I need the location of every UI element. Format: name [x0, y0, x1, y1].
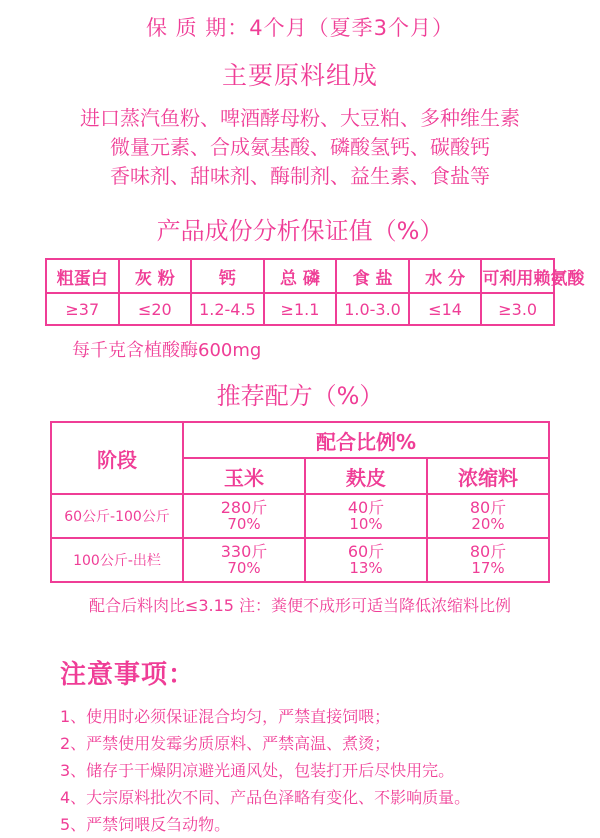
analysis-value-cell: ≤14 [409, 293, 482, 325]
formula-amount: 280斤 [220, 498, 268, 517]
ingredients-title: 主要原料组成 [221, 61, 378, 90]
formula-value-cell [183, 494, 305, 538]
ingredients-line: 香味剂、甜味剂、酶制剂、益生素、食盐等 [110, 164, 490, 188]
formula-value-cell [305, 538, 427, 582]
formula-stage-header: 阶段 [51, 422, 183, 494]
ingredients-line: 进口蒸汽鱼粉、啤酒酵母粉、大豆粕、多种维生素 [80, 106, 520, 130]
product-label-page [0, 12, 600, 834]
formula-value-cell [183, 538, 305, 582]
formula-amount: 80斤 [469, 498, 507, 517]
ingredients-line: 微量元素、合成氨基酸、磷酸氢钙、碳酸钙 [110, 135, 490, 159]
analysis-header-cell: 总 磷 [264, 259, 337, 293]
analysis-value-cell: ≤20 [119, 293, 192, 325]
ratio-note: 配合后料肉比≤3.15 注：粪便不成形可适当降低浓缩料比例 [88, 596, 512, 615]
formula-percent: 17% [471, 559, 505, 577]
analysis-value-cell: 1.2-4.5 [191, 293, 264, 325]
formula-table [50, 421, 550, 583]
analysis-header-cell: 粗蛋白 [46, 259, 119, 293]
analysis-title: 产品成份分析保证值（%） [156, 217, 444, 245]
analysis-header-cell: 钙 [191, 259, 264, 293]
formula-ratio-header: 配合比例% [183, 422, 549, 458]
analysis-value-cell: 1.0-3.0 [336, 293, 409, 325]
table-row [46, 259, 554, 293]
table-row [51, 494, 549, 538]
table-row [51, 538, 549, 582]
formula-amount: 60斤 [347, 542, 385, 561]
formula-stage-cell: 100公斤-出栏 [51, 538, 183, 582]
formula-value-cell [427, 538, 549, 582]
analysis-header-cell: 食 盐 [336, 259, 409, 293]
analysis-header-cell: 灰 粉 [119, 259, 192, 293]
notice-title: 注意事项： [60, 660, 196, 690]
analysis-header-cell: 水 分 [409, 259, 482, 293]
formula-column-header: 玉米 [183, 458, 305, 494]
shelf-life-text: 保 质 期：4个月（夏季3个月） [145, 16, 455, 40]
list-item: 5、严禁饲喂反刍动物。 [60, 815, 231, 834]
analysis-header-cell: 可利用赖氨酸 [481, 259, 554, 293]
formula-amount: 330斤 [220, 542, 268, 561]
table-row [46, 293, 554, 325]
formula-percent: 70% [227, 515, 261, 533]
formula-column-header: 浓缩料 [427, 458, 549, 494]
analysis-value-cell: ≥1.1 [264, 293, 337, 325]
analysis-value-cell: ≥3.0 [481, 293, 554, 325]
formula-stage-cell: 60公斤-100公斤 [51, 494, 183, 538]
formula-title: 推荐配方（%） [216, 382, 384, 410]
list-item: 4、大宗原料批次不同、产品色泽略有变化、不影响质量。 [60, 788, 471, 807]
formula-amount: 40斤 [347, 498, 385, 517]
list-item: 3、储存于干燥阴凉避光通风处，包装打开后尽快用完。 [60, 761, 455, 780]
analysis-table [45, 258, 585, 326]
formula-value-cell [305, 494, 427, 538]
formula-percent: 70% [227, 559, 261, 577]
formula-percent: 13% [349, 559, 383, 577]
table-row [51, 422, 549, 458]
formula-amount: 80斤 [469, 542, 507, 561]
formula-percent: 10% [349, 515, 383, 533]
notice-list [18, 703, 582, 838]
phytase-note: 每千克含植酸酶600mg [72, 340, 262, 361]
formula-value-cell [427, 494, 549, 538]
formula-column-header: 麸皮 [305, 458, 427, 494]
formula-percent: 20% [471, 515, 505, 533]
list-item: 1、使用时必须保证混合均匀，严禁直接饲喂； [60, 707, 391, 726]
analysis-value-cell: ≥37 [46, 293, 119, 325]
ingredients-block [18, 104, 582, 191]
list-item: 2、严禁使用发霉劣质原料、严禁高温、煮烫； [60, 734, 391, 753]
